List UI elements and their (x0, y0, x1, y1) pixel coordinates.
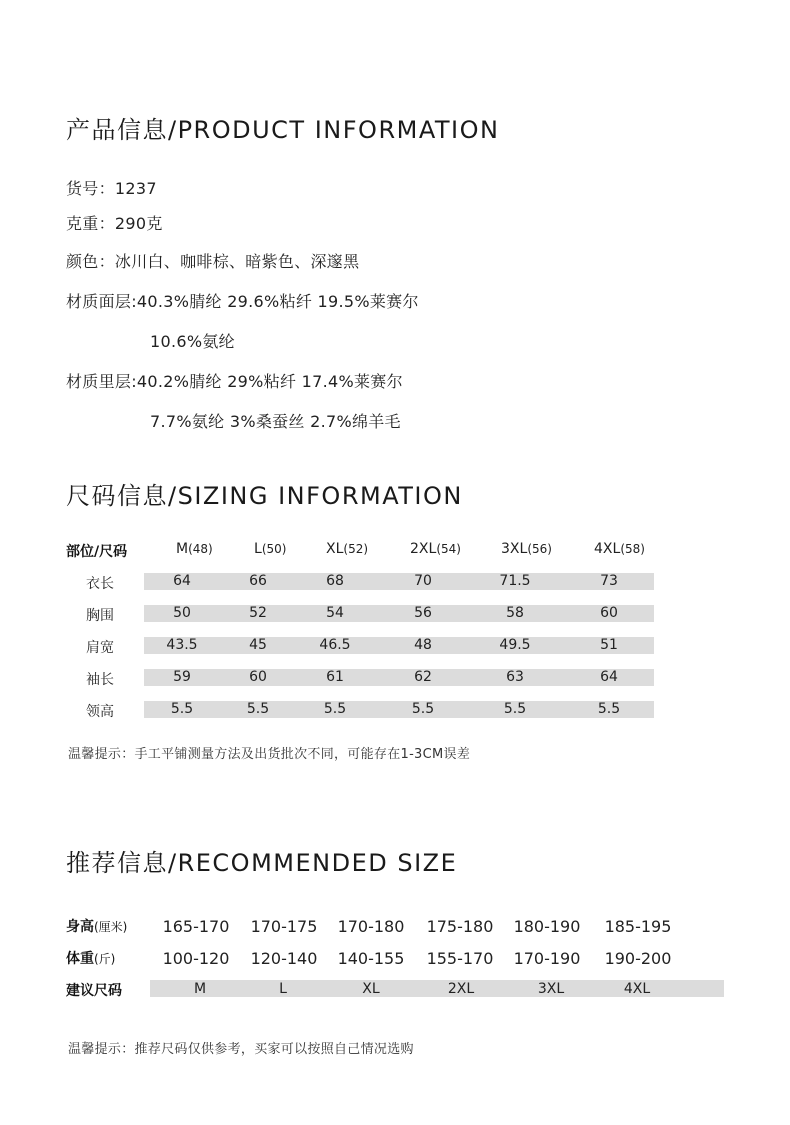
suggested-size: L (279, 981, 287, 997)
table-cell: 5.5 (503, 701, 527, 717)
size-header: 3XL(56) (501, 541, 552, 557)
row-label-collar: 领高 (86, 704, 114, 720)
recommendation-note: 温馨提示：推荐尺码仅供参考，买家可以按照自己情况选购 (68, 1042, 414, 1057)
weight-range: 155-170 (426, 949, 494, 968)
suggested-size: 4XL (623, 981, 651, 997)
weight-range: 190-200 (604, 949, 672, 968)
size-header: 4XL(58) (594, 541, 645, 557)
table-cell: 66 (249, 573, 267, 589)
height-range: 175-180 (426, 917, 494, 936)
height-range: 170-180 (337, 917, 405, 936)
table-cell: 54 (326, 605, 344, 621)
suggested-size: M (193, 981, 207, 997)
sizing-note: 温馨提示：手工平铺测量方法及出货批次不同，可能存在1-3CM误差 (68, 747, 471, 762)
table-cell: 68 (326, 573, 344, 589)
table-cell: 50 (173, 605, 191, 621)
table-cell: 64 (600, 669, 618, 685)
size-header: M(48) (176, 541, 213, 557)
table-cell: 51 (600, 637, 618, 653)
table-cell: 5.5 (170, 701, 194, 717)
table-cell: 62 (414, 669, 432, 685)
item-number: 货号：1237 (66, 179, 157, 198)
table-cell: 5.5 (323, 701, 347, 717)
weight-range: 170-190 (513, 949, 581, 968)
height-range: 185-195 (604, 917, 672, 936)
size-header: L(50) (254, 541, 287, 557)
inner-material-line1: 材质里层:40.2%腈纶 29%粘纤 17.4%莱赛尔 (66, 372, 403, 391)
table-cell: 70 (414, 573, 432, 589)
table-cell: 49.5 (499, 637, 531, 653)
size-table-corner-label: 部位/尺码 (66, 544, 128, 560)
color-options: 颜色：冰川白、咖啡棕、暗紫色、深邃黑 (66, 252, 360, 271)
weight-label: 体重(斤) (66, 951, 116, 967)
table-cell: 61 (326, 669, 344, 685)
weight-range: 140-155 (337, 949, 405, 968)
suggested-size: XL (362, 981, 380, 997)
size-header: XL(52) (326, 541, 369, 557)
table-cell: 63 (506, 669, 524, 685)
table-cell: 48 (414, 637, 432, 653)
suggested-size-label: 建议尺码 (66, 983, 122, 999)
height-range: 180-190 (513, 917, 581, 936)
row-label-length: 衣长 (86, 576, 114, 592)
height-range: 165-170 (162, 917, 230, 936)
product-info-title: 产品信息/PRODUCT INFORMATION (66, 116, 500, 144)
table-cell: 45 (249, 637, 267, 653)
table-cell: 73 (600, 573, 618, 589)
table-cell: 46.5 (319, 637, 351, 653)
table-cell: 60 (249, 669, 267, 685)
table-cell: 64 (173, 573, 191, 589)
outer-material-line2: 10.6%氨纶 (150, 332, 235, 351)
weight-range: 100-120 (162, 949, 230, 968)
table-cell: 5.5 (246, 701, 270, 717)
table-cell: 60 (600, 605, 618, 621)
row-label-sleeve: 袖长 (86, 672, 114, 688)
height-label: 身高(厘米) (66, 919, 128, 935)
table-cell: 43.5 (166, 637, 198, 653)
outer-material-line1: 材质面层:40.3%腈纶 29.6%粘纤 19.5%莱赛尔 (66, 292, 419, 311)
table-cell: 5.5 (411, 701, 435, 717)
size-header: 2XL(54) (410, 541, 461, 557)
table-cell: 58 (506, 605, 524, 621)
fabric-weight: 克重：290克 (66, 214, 163, 233)
suggested-size: 2XL (447, 981, 475, 997)
inner-material-line2: 7.7%氨纶 3%桑蚕丝 2.7%绵羊毛 (150, 412, 401, 431)
table-cell: 52 (249, 605, 267, 621)
sizing-info-title: 尺码信息/SIZING INFORMATION (66, 482, 463, 510)
suggested-size: 3XL (537, 981, 565, 997)
weight-range: 120-140 (250, 949, 318, 968)
recommended-title: 推荐信息/RECOMMENDED SIZE (66, 849, 458, 877)
row-label-chest: 胸围 (86, 608, 114, 624)
table-cell: 56 (414, 605, 432, 621)
height-range: 170-175 (250, 917, 318, 936)
table-cell: 59 (173, 669, 191, 685)
row-label-shoulder: 肩宽 (86, 640, 114, 656)
table-cell: 5.5 (597, 701, 621, 717)
table-cell: 71.5 (499, 573, 531, 589)
